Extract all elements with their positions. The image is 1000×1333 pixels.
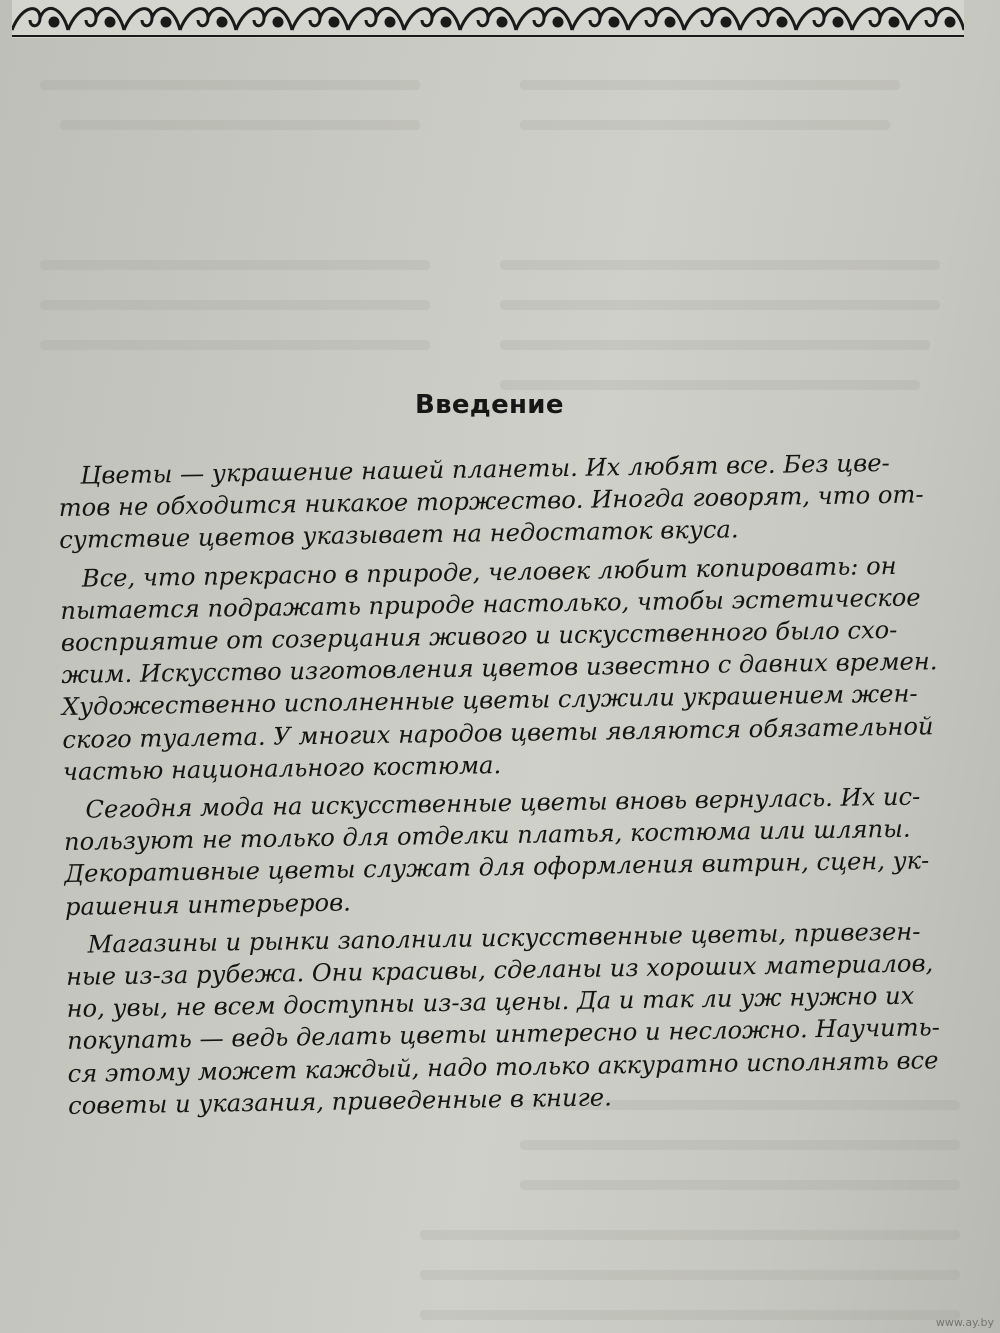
text-line: частью национального костюма. <box>62 750 502 786</box>
chapter-heading: Введение <box>415 390 564 420</box>
text-line: Все, что прекрасно в природе, человек любит копировать: он <box>81 551 897 593</box>
paragraph <box>60 548 963 788</box>
text-line: ные из-за рубежа. Они красивы, сделаны из хороших материалов, <box>65 949 934 991</box>
paragraph <box>63 780 965 923</box>
ornament-swirl-icon <box>12 0 964 38</box>
text-line: ся этому может каждый, надо только аккуратно исполнять все <box>67 1045 939 1088</box>
paragraph <box>65 915 968 1122</box>
text-line: пользуют не только для отделки платья, костюма или шляпы. <box>63 814 911 857</box>
text-line: советы и указания, приведенные в книге. <box>67 1083 612 1120</box>
text-line: рашения интерьеров. <box>64 888 352 921</box>
paragraph <box>58 446 959 557</box>
text-line: Магазины и рынки заполнили искусственные цветы, привезен- <box>87 917 921 959</box>
text-line: но, увы, не всем доступны из-за цены. Да и так ли уж нужно их <box>66 981 915 1024</box>
text-line: ского туалета. У многих народов цветы являются обязательной <box>62 711 934 754</box>
text-line: покупать — ведь делать цветы интересно и несложно. Научить- <box>66 1013 941 1056</box>
ornamental-border <box>12 0 964 38</box>
text-line: жим. Искусство изготовления цветов известно с давних времен. <box>61 647 938 690</box>
text-line: Сегодня мода на искусственные цветы вновь вернулась. Их ис- <box>85 782 921 824</box>
chapter-text <box>58 446 968 1128</box>
text-line: Художественно исполненные цветы служили украшением жен- <box>61 679 918 722</box>
text-line: Цветы — украшение нашей планеты. Их любят все. Без цве- <box>80 448 890 490</box>
watermark: www.ay.by <box>935 1316 994 1329</box>
text-line: сутствие цветов указывает на недостаток вкуса. <box>59 515 739 555</box>
text-line: Декоративные цветы служат для оформления витрин, сцен, ук- <box>64 846 930 889</box>
text-line: тов не обходится никакое торжество. Иногда говорят, что от- <box>58 480 924 523</box>
text-line: восприятие от созерцания живого и искусственного было схо- <box>60 615 898 657</box>
text-line: пытается подражать природе настолько, чтобы эстетическое <box>60 583 921 625</box>
